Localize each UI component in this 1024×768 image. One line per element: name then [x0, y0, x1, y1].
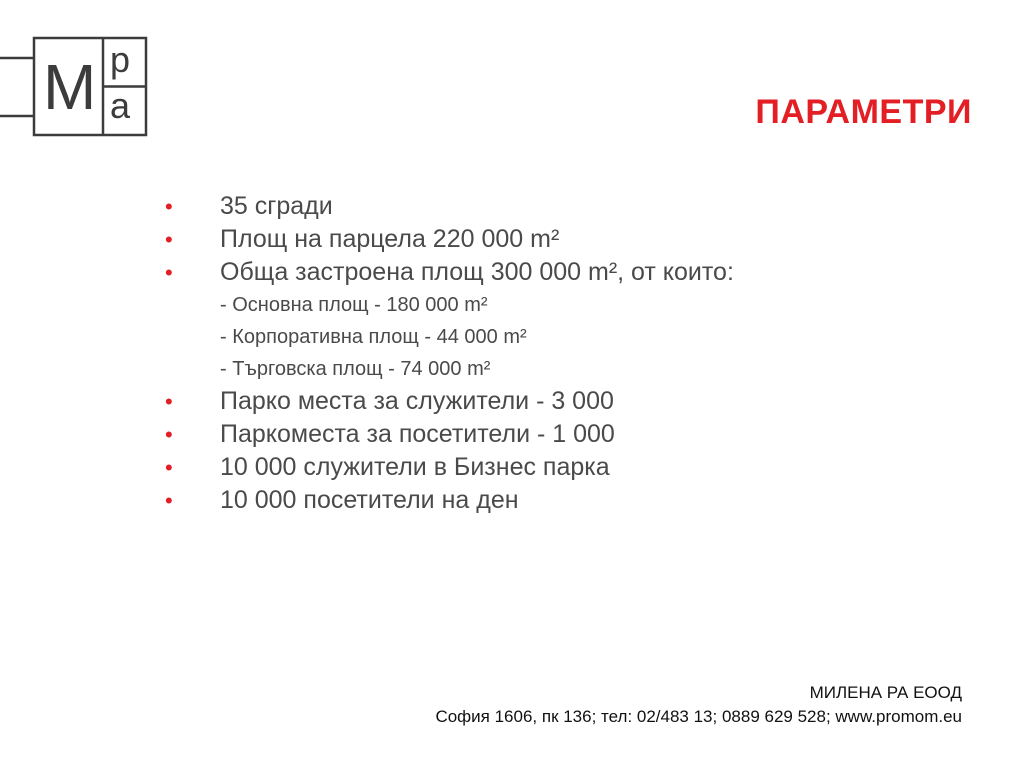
list-item-text: 10 000 служители в Бизнес парка: [220, 453, 610, 481]
list-item: [165, 418, 734, 451]
list-item: [165, 190, 734, 223]
bullet-icon: •: [165, 488, 173, 513]
bullet-icon: •: [165, 260, 173, 285]
slide-title: ПАРАМЕТРИ: [755, 93, 972, 131]
bullet-icon: •: [165, 194, 173, 219]
list-item-text: Обща застроена площ 300 000 m², от които:: [220, 258, 734, 286]
logo-letter-m: M: [43, 51, 97, 123]
sub-list-item: - Търговска площ - 74 000 m²: [220, 358, 491, 380]
list-item: [165, 223, 734, 256]
list-item: [165, 451, 734, 484]
bullet-icon: •: [165, 422, 173, 447]
list-item-text: Парко места за служители - 3 000: [220, 387, 614, 415]
list-item-text: Паркоместа за посетители - 1 000: [220, 420, 615, 448]
parameters-list: [165, 190, 734, 517]
logo-letter-p: p: [110, 39, 131, 80]
footer: [435, 681, 962, 729]
sub-list-item: - Основна площ - 180 000 m²: [220, 294, 488, 316]
sub-list-item: - Корпоративна площ - 44 000 m²: [220, 326, 527, 348]
bullet-icon: •: [165, 455, 173, 480]
footer-company-name: МИЛЕНА РА ЕООД: [809, 683, 962, 702]
list-item: [165, 484, 734, 517]
logo-letter-a: a: [110, 85, 131, 126]
list-item: [165, 385, 734, 418]
footer-contacts: София 1606, пк 136; тел: 02/483 13; 0889 629 528; www.promom.eu: [435, 707, 962, 726]
list-item: [165, 256, 734, 289]
list-item-text: 35 сгради: [220, 192, 333, 220]
bullet-icon: •: [165, 227, 173, 252]
bullet-icon: •: [165, 389, 173, 414]
list-item-text: 10 000 посетители на ден: [220, 486, 519, 514]
list-item-text: Площ на парцела 220 000 m²: [220, 225, 560, 253]
company-logo: [0, 0, 160, 150]
